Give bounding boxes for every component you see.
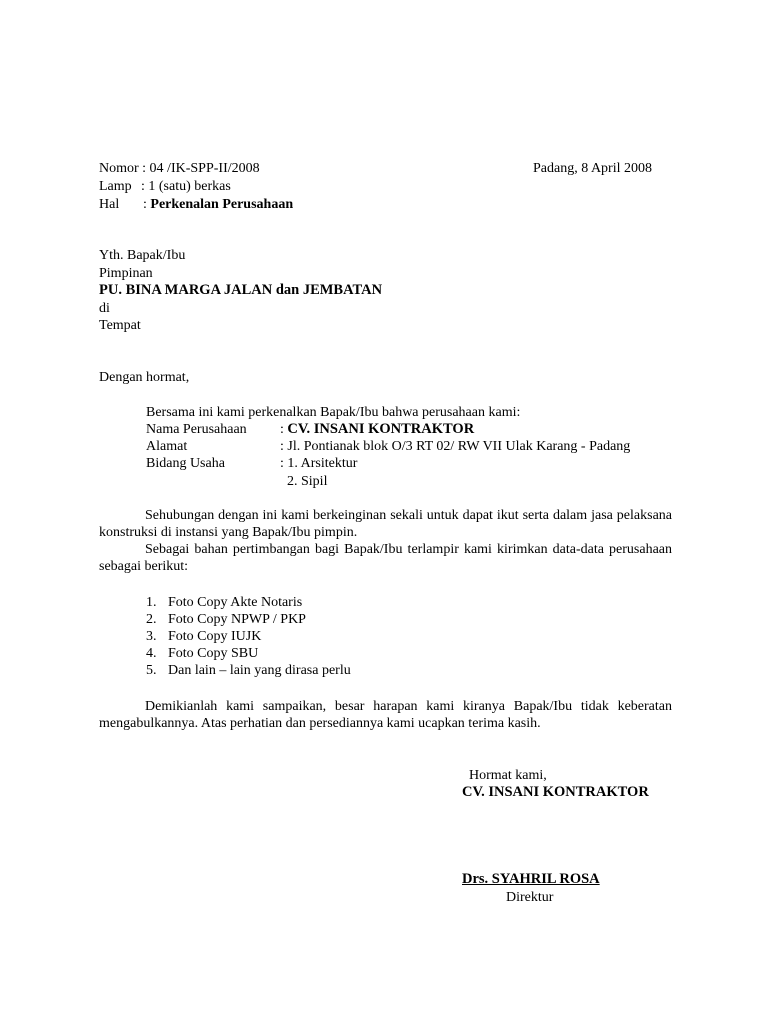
hal-value: Perkenalan Perusahaan	[150, 197, 294, 212]
hal-line	[143, 196, 293, 213]
list-item-number: 1.	[146, 595, 157, 610]
company-name-line	[280, 421, 474, 438]
list-item-number: 4.	[146, 646, 157, 661]
hal-colon: :	[143, 197, 147, 212]
lamp-label: Lamp	[99, 179, 132, 194]
company-name-label: Nama Perusahaan	[146, 422, 247, 437]
list-item-number: 2.	[146, 612, 157, 627]
paragraph-attachments-intro: Sebagai bahan pertimbangan bagi Bapak/Ibu terlampir kami kirimkan data-data perusahaan sebagai berikut:	[99, 542, 672, 574]
recipient-line-2: Pimpinan	[99, 266, 153, 281]
hal-label: Hal	[99, 197, 120, 212]
signatory-name: Drs. SYAHRIL ROSA	[462, 871, 600, 887]
company-address-label: Alamat	[146, 439, 188, 454]
company-address-value: : Jl. Pontianak blok O/3 RT 02/ RW VII Ulak Karang - Padang	[280, 439, 631, 454]
place-date: Padang, 8 April 2008	[533, 161, 652, 176]
list-item: Foto Copy Akte Notaris	[168, 595, 303, 610]
closing-paragraph: Demikianlah kami sampaikan, besar harapan kami kiranya Bapak/Ibu tidak keberatan mengabulkannya. Atas perhatian dan persediannya kami ucapkan terima kasih.	[99, 699, 672, 731]
company-field-value-2: 2. Sipil	[287, 474, 328, 489]
company-name-value: CV. INSANI KONTRAKTOR	[287, 421, 475, 437]
signature-regards: Hormat kami,	[469, 768, 547, 783]
closing-block	[99, 698, 672, 732]
nomor-value: : 04 /IK-SPP-II/2008	[142, 161, 260, 176]
signatory-title: Direktur	[506, 890, 554, 905]
list-item-number: 5.	[146, 663, 157, 678]
greeting: Dengan hormat,	[99, 370, 190, 385]
recipient-line-4: di	[99, 301, 110, 316]
recipient-line-5: Tempat	[99, 318, 141, 333]
list-item: Dan lain – lain yang dirasa perlu	[168, 663, 351, 678]
signature-company: CV. INSANI KONTRAKTOR	[462, 784, 649, 800]
list-item: Foto Copy NPWP / PKP	[168, 612, 306, 627]
recipient-line-1: Yth. Bapak/Ibu	[99, 248, 186, 263]
company-field-value-1: : 1. Arsitektur	[280, 456, 358, 471]
list-item: Foto Copy SBU	[168, 646, 259, 661]
intro-text: Bersama ini kami perkenalkan Bapak/Ibu bahwa perusahaan kami:	[146, 405, 521, 420]
list-item-number: 3.	[146, 629, 157, 644]
company-name-colon: :	[280, 422, 284, 437]
lamp-value: : 1 (satu) berkas	[141, 179, 231, 194]
body-paragraphs	[99, 507, 672, 575]
paragraph-cooperation: Sehubungan dengan ini kami berkeinginan sekali untuk dapat ikut serta dalam jasa pelaksana konstruksi di instansi yang Bapak/Ibu pimpin.	[99, 508, 672, 540]
recipient-institution: PU. BINA MARGA JALAN dan JEMBATAN	[99, 282, 383, 298]
list-item: Foto Copy IUJK	[168, 629, 262, 644]
nomor-line	[99, 160, 260, 177]
company-field-label: Bidang Usaha	[146, 456, 225, 471]
nomor-label: Nomor	[99, 161, 139, 176]
